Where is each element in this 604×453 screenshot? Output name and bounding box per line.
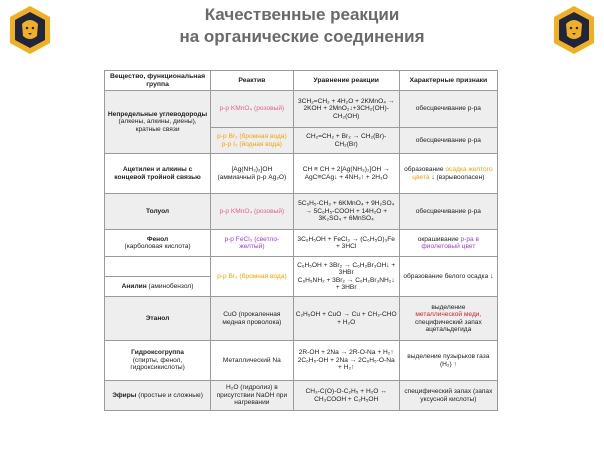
cell-equation: 2R-OH + 2Na → 2R-O-Na + H₂↑ 2C₆H₅-OH + 2Na → 2C₆H₅-O-Na + H₂↑ [293, 341, 399, 381]
table-row [105, 230, 498, 257]
cell-sign: образование белого осадка ↓ [399, 257, 497, 297]
cell-reagent: [Ag(NH₃)₂]OH (аммиачный р-р Ag₂O) [211, 154, 294, 194]
header-substance: Вещество, функциональная группа [105, 71, 211, 91]
cell-group: Анилин (аминобензол) [105, 277, 211, 297]
page-title [0, 4, 604, 48]
cell-equation: 3C₆H₅OH + FeCl₃ → (C₆H₅O)₃Fe + 3HCl [293, 230, 399, 257]
cell-equation: 5C₆H₅-CH₃ + 6KMnO₄ + 9H₂SO₄ → 5C₆H₅-COOH + 14H₂O + 3K₂SO₄ + 6MnSO₄ [293, 194, 399, 230]
title-line-1: Качественные реакции [204, 5, 400, 24]
cell-reagent: CuO (прокаленная медная проволока) [211, 297, 294, 341]
cell-sign: обесцвечивание р-ра [399, 128, 497, 154]
cell-reagent: р-р KMnO₄ (розовый) [211, 91, 294, 128]
cell-sign: обесцвечивание р-ра [399, 91, 497, 128]
cell-equation: 3CH₂=CH₂ + 4H₂O + 2KMnO₄ → 2KOH + 2MnO₂↓+3CH₂(OH)-CH₂(OH) [293, 91, 399, 128]
cell-reagent: р-р KMnO₄ (розовый) [211, 194, 294, 230]
cell-reagent: H₂O (гидролиз) в присутствии NaOH при нагревании [211, 381, 294, 411]
table-row [105, 257, 498, 277]
cell-sign: образование осадка желтого цвета ↓ (взрывоопасен) [399, 154, 497, 194]
header-signs: Характерные признаки [399, 71, 497, 91]
header-reagent: Реактив [211, 71, 294, 91]
table-row [105, 194, 498, 230]
cell-reagent: р-р Br₂ (бромная вода) р-р I₂ (йодная вода) [211, 128, 294, 154]
cell-reagent: Металлический Na [211, 341, 294, 381]
cell-group: Непредельные углеводороды (алкены, алкины, диены), кратные связи [105, 91, 211, 154]
cell-sign: специфический запах (запах уксусной кислоты) [399, 381, 497, 411]
cell-group-empty [105, 257, 211, 277]
cell-reagent: р-р FeCl₃ (светло-желтый) [211, 230, 294, 257]
cell-equation: CH₃-C(O)-O-C₂H₅ + H₂O ↔ CH₃COOH + C₂H₅OH [293, 381, 399, 411]
cell-sign: обесцвечивание р-ра [399, 194, 497, 230]
cell-sign: выделение металлической меди, специфический запах ацетальдегида [399, 297, 497, 341]
table-row [105, 341, 498, 381]
header-row [105, 71, 498, 91]
table-row [105, 154, 498, 194]
table-row [105, 91, 498, 128]
cell-group: Толуол [105, 194, 211, 230]
cell-sign: выделение пузырьков газа (H₂) ↑ [399, 341, 497, 381]
cell-group: Ацетилен и алкины с концевой тройной связью [105, 154, 211, 194]
header-equation: Уравнение реакции [293, 71, 399, 91]
cell-reagent: р-р Br₂ (бромная вода) [211, 257, 294, 297]
reactions-table [104, 70, 498, 407]
cell-equation: C₆H₅OH + 3Br₂ → C₆H₂Br₃OH↓ + 3HBr C₆H₅NH₂ + 3Br₂ → C₆H₂Br₃NH₂↓ + 3HBr [293, 257, 399, 297]
cell-equation: CH₂=CH₂ + Br₂ → CH₂(Br)-CH₂(Br) [293, 128, 399, 154]
cell-group: Эфиры (простые и сложные) [105, 381, 211, 411]
cell-group: Гидроксогруппа (спирты, фенол, гидроксикислоты) [105, 341, 211, 381]
cell-equation: CH ≡ CH + 2[Ag(NH₃)₂]OH → AgC≡CAg↓ + 4NH₃↑ + 2H₂O [293, 154, 399, 194]
cell-group: Фенол (карболовая кислота) [105, 230, 211, 257]
table-row [105, 297, 498, 341]
cell-equation: C₂H₅OH + CuO → Cu + CH₃-CHO + H₂O [293, 297, 399, 341]
cell-sign: окрашивание р-ра в фиолетовый цвет [399, 230, 497, 257]
cell-group: Этанол [105, 297, 211, 341]
table-row [105, 381, 498, 411]
title-line-2: на органические соединения [179, 27, 425, 46]
